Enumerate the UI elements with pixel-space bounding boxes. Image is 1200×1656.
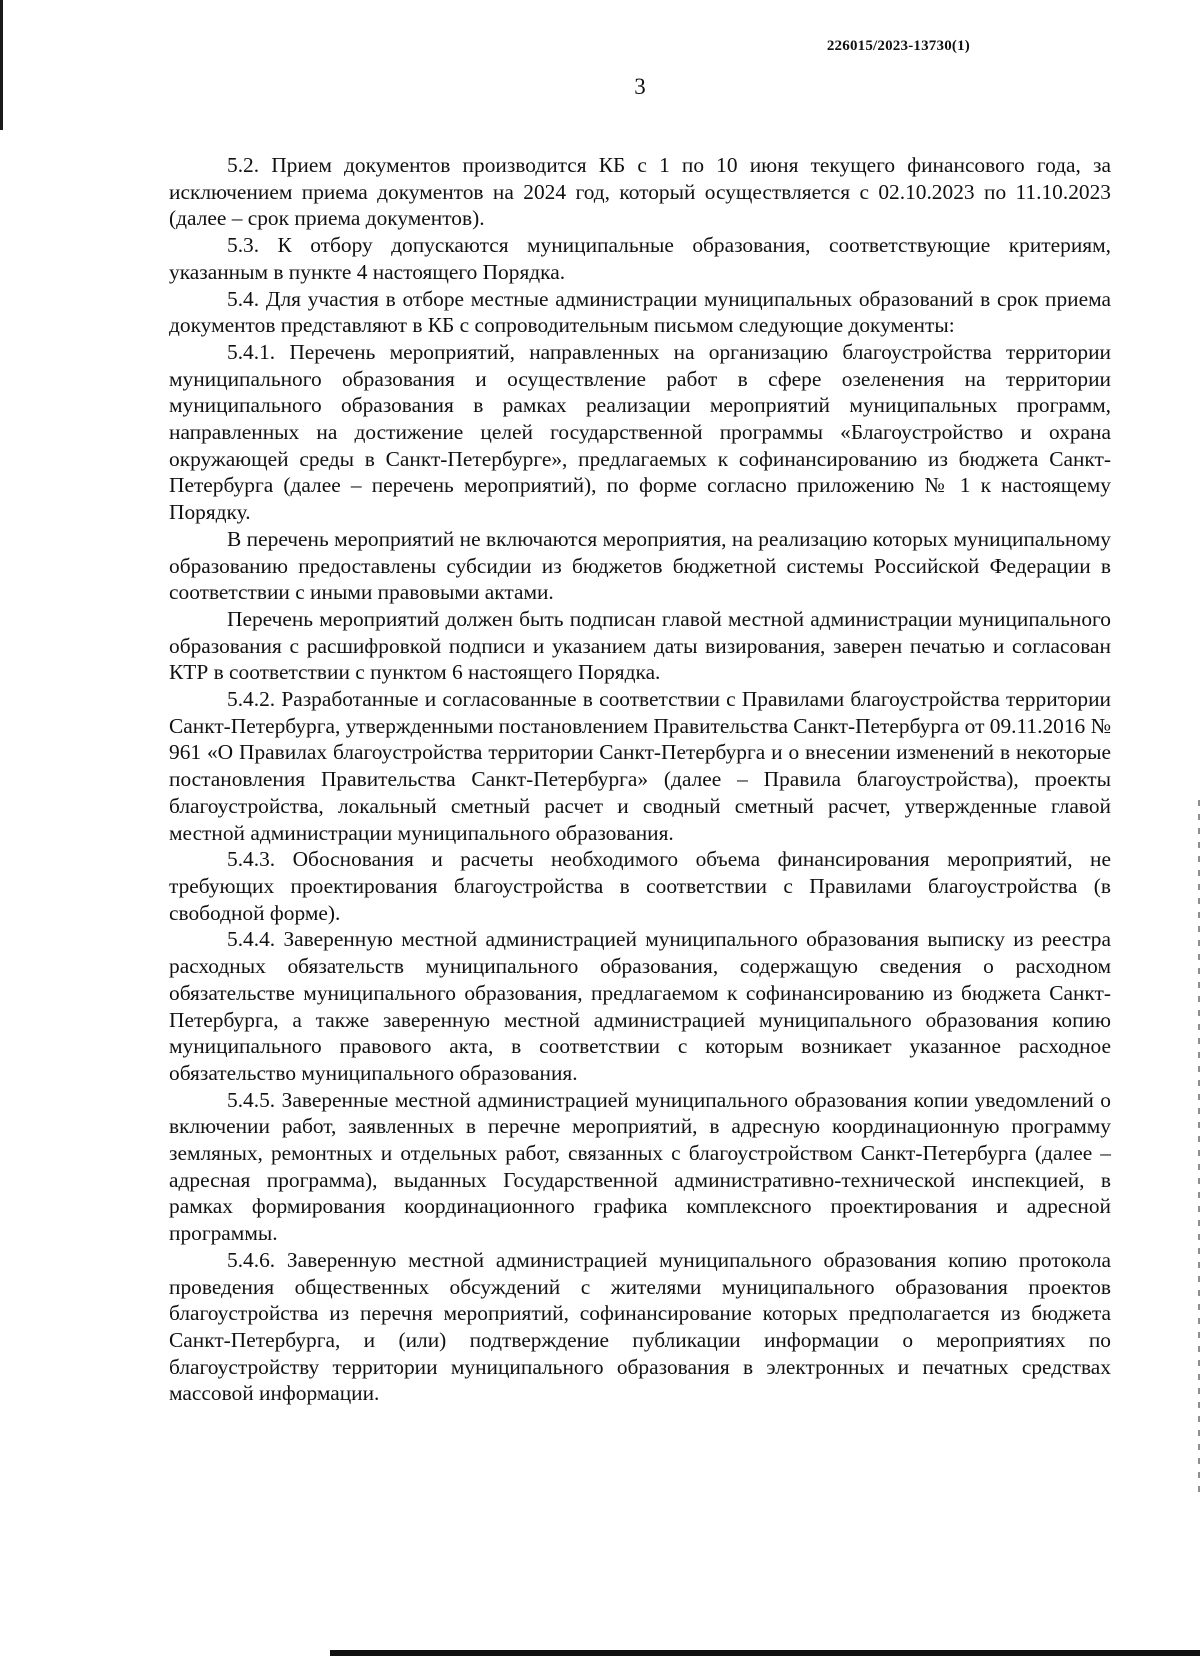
page-number: 3 bbox=[634, 74, 646, 99]
paragraph-5-4-1-signature: Перечень мероприятий должен быть подписан главой местной администрации муниципального образования с расшифровкой подписи и указанием даты визирования, заверен печатью и согласован КТР в соответствии с пунктом 6 настоящего Порядка. bbox=[169, 606, 1111, 685]
scan-edge-bottom bbox=[330, 1650, 1200, 1656]
paragraph-5-4: 5.4. Для участия в отборе местные администрации муниципальных образований в срок приема документов представляют в КБ с сопроводительным письмом следующие документы: bbox=[169, 286, 1111, 338]
paragraph-5-4-1-exclusions: В перечень мероприятий не включаются мероприятия, на реализацию которых муниципальному образованию предоставлены субсидии из бюджетов бюджетной системы Российской Федерации в соответствии с иными правовыми актами. bbox=[169, 526, 1111, 605]
paragraph-5-4-2: 5.4.2. Разработанные и согласованные в соответствии с Правилами благоустройства территории Санкт-Петербурга, утвержденными постановлением Правительства Санкт-Петербурга от 09.11.2016 № 961 «О Правилах благоустройства территории Санкт-Петербурга и о внесении изменений в некоторые постановления Правительства Санкт-Петербурга» (далее – Правила благоустройства), проекты благоустройства, локальный сметный расчет и сводный сметный расчет, утвержденные главой местной администрации муниципального образования. bbox=[169, 687, 1111, 845]
document-body bbox=[169, 152, 1111, 1407]
paragraph-5-4-4: 5.4.4. Заверенную местной администрацией муниципального образования выписку из реестра расходных обязательств муниципального образования, содержащую сведения о расходном обязательстве муниципального образования, предлагаемом к софинансированию из бюджета Санкт-Петербурга, а также заверенную местной администрацией муниципального образования копию муниципального правового акта, в соответствии с которым возникает указанное расходное обязательство муниципального образования. bbox=[169, 927, 1111, 1085]
document-registration-number: 226015/2023-13730(1) bbox=[826, 38, 970, 54]
paragraph-5-4-5: 5.4.5. Заверенные местной администрацией муниципального образования копии уведомлений о включении работ, заявленных в перечне мероприятий, в адресную координационную программу земляных, ремонтных и отдельных работ, связанных с благоустройством Санкт-Петербурга (далее – адресная программа), выданных Государственной административно-технической инспекцией, в рамках формирования координационного графика комплексного проектирования и адресной программы. bbox=[169, 1087, 1111, 1246]
paragraph-5-3: 5.3. К отбору допускаются муниципальные образования, соответствующие критериям, указанным в пункте 4 настоящего Порядка. bbox=[169, 233, 1111, 284]
paragraph-5-4-6: 5.4.6. Заверенную местной администрацией муниципального образования копию протокола проведения общественных обсуждений с жителями муниципального образования проектов благоустройства из перечня мероприятий, софинансирование которых предполагается из бюджета Санкт-Петербурга, и (или) подтверждение публикации информации о мероприятиях по благоустройству территории муниципального образования в электронных и печатных средствах массовой информации. bbox=[169, 1247, 1111, 1406]
paragraph-5-4-3: 5.4.3. Обоснования и расчеты необходимого объема финансирования мероприятий, не требующих проектирования благоустройства в соответствии с Правилами благоустройства (в свободной форме). bbox=[169, 847, 1111, 925]
scan-edge-left bbox=[0, 0, 3, 130]
paragraph-5-4-1: 5.4.1. Перечень мероприятий, направленных на организацию благоустройства территории муниципального образования и осуществление работ в сфере озеленения на территории муниципального образования в рамках реализации мероприятий муниципальных программ, направленных на достижение целей государственной программы «Благоустройство и охрана окружающей среды в Санкт-Петербурге», предлагаемых к софинансированию из бюджета Санкт-Петербурга (далее – перечень мероприятий), по форме согласно приложению № 1 к настоящему Порядку. bbox=[169, 339, 1111, 525]
paragraph-5-2: 5.2. Прием документов производится КБ с 1 по 10 июня текущего финансового года, за исключением приема документов на 2024 год, который осуществляется с 02.10.2023 по 11.10.2023 (далее – срок приема документов). bbox=[169, 153, 1111, 231]
